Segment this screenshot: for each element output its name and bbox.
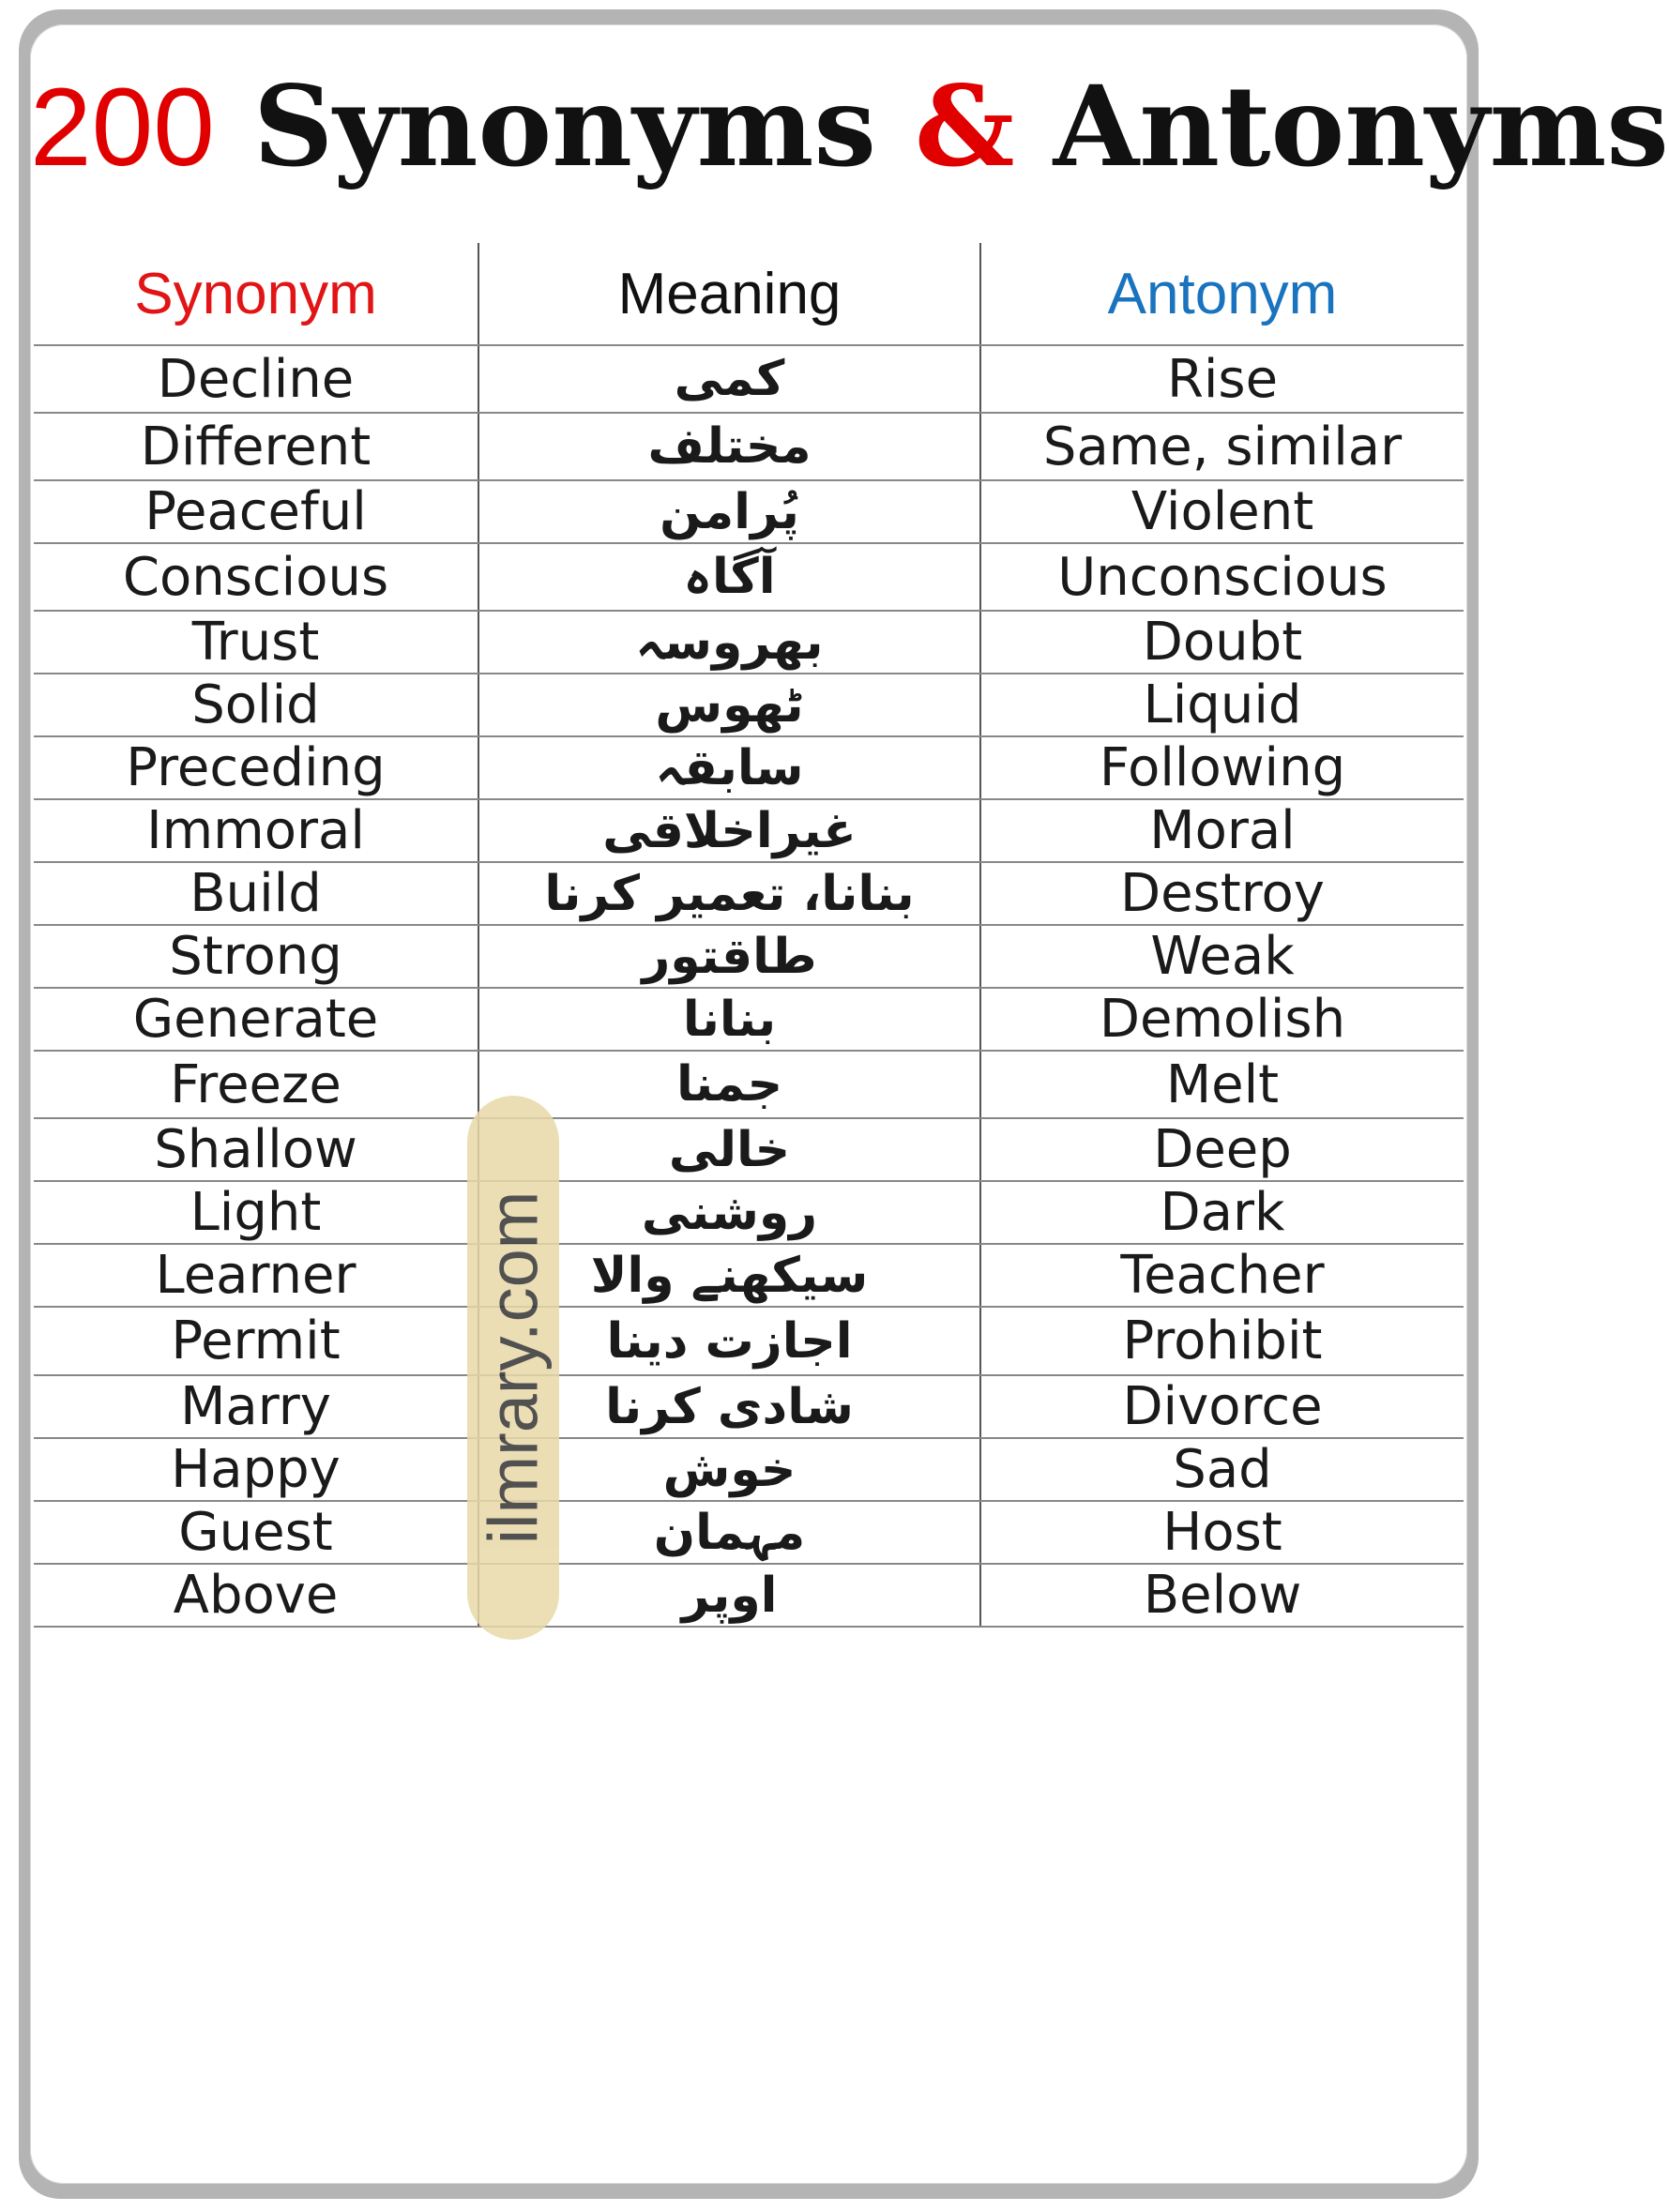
- antonym-cell: Moral: [980, 799, 1464, 862]
- table-row: [34, 1244, 1464, 1307]
- table-body: [34, 345, 1464, 1627]
- meaning-cell: سیکھنے والا: [478, 1244, 980, 1307]
- meaning-cell: مختلف: [478, 413, 980, 480]
- antonym-cell: Melt: [980, 1051, 1464, 1118]
- table-row: [34, 925, 1464, 988]
- synonym-cell: Shallow: [34, 1118, 478, 1181]
- page-title: [30, 61, 1669, 191]
- synonym-cell: Immoral: [34, 799, 478, 862]
- table-row: [34, 1375, 1464, 1438]
- meaning-cell: سابقہ: [478, 736, 980, 799]
- meaning-cell: روشنی: [478, 1181, 980, 1244]
- meaning-cell: بھروسہ: [478, 611, 980, 674]
- meaning-cell: بنانا: [478, 988, 980, 1051]
- synonym-cell: Learner: [34, 1244, 478, 1307]
- table-row: [34, 1051, 1464, 1118]
- synonym-cell: Happy: [34, 1438, 478, 1501]
- title-word-antonyms: Antonyms: [1053, 61, 1669, 191]
- header-synonym: Synonym: [34, 243, 478, 345]
- synonym-cell: Decline: [34, 345, 478, 413]
- table-row: [34, 736, 1464, 799]
- table-row: [34, 1118, 1464, 1181]
- antonym-cell: Dark: [980, 1181, 1464, 1244]
- antonym-cell: Divorce: [980, 1375, 1464, 1438]
- table-row: [34, 1181, 1464, 1244]
- table-row: [34, 988, 1464, 1051]
- table-row: [34, 674, 1464, 736]
- table-row: [34, 1307, 1464, 1375]
- table-row: [34, 1438, 1464, 1501]
- antonym-cell: Host: [980, 1501, 1464, 1564]
- synonym-cell: Preceding: [34, 736, 478, 799]
- antonym-cell: Liquid: [980, 674, 1464, 736]
- antonym-cell: Destroy: [980, 862, 1464, 925]
- table-row: [34, 1501, 1464, 1564]
- meaning-cell: غیراخلاقی: [478, 799, 980, 862]
- meaning-cell: مہمان: [478, 1501, 980, 1564]
- synonym-cell: Light: [34, 1181, 478, 1244]
- title-word-synonyms: Synonyms: [252, 61, 876, 191]
- antonym-cell: Weak: [980, 925, 1464, 988]
- meaning-cell: ٹھوس: [478, 674, 980, 736]
- table-row: [34, 862, 1464, 925]
- meaning-cell: اجازت دینا: [478, 1307, 980, 1375]
- synonym-cell: Trust: [34, 611, 478, 674]
- meaning-cell: اوپر: [478, 1564, 980, 1627]
- synonym-cell: Build: [34, 862, 478, 925]
- antonym-cell: Doubt: [980, 611, 1464, 674]
- meaning-cell: خوش: [478, 1438, 980, 1501]
- antonym-cell: Same, similar: [980, 413, 1464, 480]
- meaning-cell: بنانا، تعمیر کرنا: [478, 862, 980, 925]
- table-header-row: [34, 243, 1464, 345]
- synonym-cell: Solid: [34, 674, 478, 736]
- antonym-cell: Prohibit: [980, 1307, 1464, 1375]
- synonym-cell: Peaceful: [34, 480, 478, 543]
- antonym-cell: Below: [980, 1564, 1464, 1627]
- antonym-cell: Deep: [980, 1118, 1464, 1181]
- synonym-cell: Strong: [34, 925, 478, 988]
- meaning-cell: جمنا: [478, 1051, 980, 1118]
- table-row: [34, 480, 1464, 543]
- header-antonym: Antonym: [980, 243, 1464, 345]
- title-ampersand: &: [915, 61, 1015, 191]
- synonym-cell: Freeze: [34, 1051, 478, 1118]
- antonym-cell: Sad: [980, 1438, 1464, 1501]
- antonym-cell: Rise: [980, 345, 1464, 413]
- table-row: [34, 1564, 1464, 1627]
- synonym-cell: Different: [34, 413, 478, 480]
- title-number: 200: [30, 66, 215, 189]
- meaning-cell: شادی کرنا: [478, 1375, 980, 1438]
- antonym-cell: Teacher: [980, 1244, 1464, 1307]
- table-row: [34, 413, 1464, 480]
- antonym-cell: Demolish: [980, 988, 1464, 1051]
- antonym-cell: Following: [980, 736, 1464, 799]
- synonyms-antonyms-table: [34, 243, 1464, 1628]
- meaning-cell: پُرامن: [478, 480, 980, 543]
- synonym-cell: Guest: [34, 1501, 478, 1564]
- synonym-cell: Generate: [34, 988, 478, 1051]
- table-row: [34, 611, 1464, 674]
- table-row: [34, 543, 1464, 611]
- synonym-cell: Above: [34, 1564, 478, 1627]
- synonym-cell: Permit: [34, 1307, 478, 1375]
- table-row: [34, 345, 1464, 413]
- antonym-cell: Violent: [980, 480, 1464, 543]
- synonym-cell: Conscious: [34, 543, 478, 611]
- header-meaning: Meaning: [478, 243, 980, 345]
- meaning-cell: طاقتور: [478, 925, 980, 988]
- table-row: [34, 799, 1464, 862]
- meaning-cell: کمی: [478, 345, 980, 413]
- watermark-badge: [467, 1096, 559, 1640]
- meaning-cell: آگاہ: [478, 543, 980, 611]
- antonym-cell: Unconscious: [980, 543, 1464, 611]
- watermark-text: ilmrary.com: [474, 1190, 553, 1545]
- meaning-cell: خالی: [478, 1118, 980, 1181]
- synonym-cell: Marry: [34, 1375, 478, 1438]
- content-card: [30, 24, 1669, 2184]
